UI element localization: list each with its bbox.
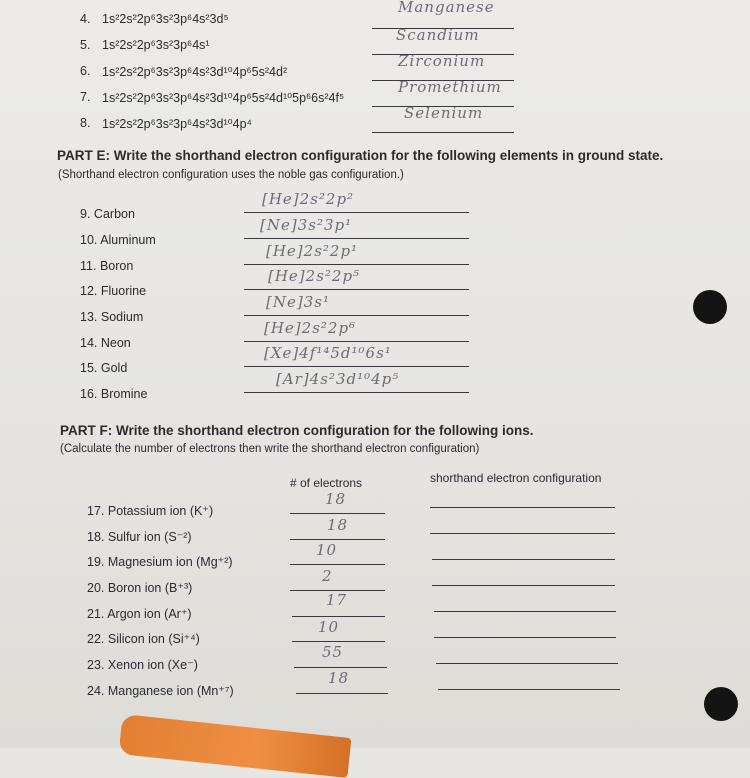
answer-line [244,315,469,316]
item-number: 12. [80,284,98,298]
part-e-heading: PART E: Write the shorthand electron configuration for the following elements in ground state. [57,148,664,163]
electrons-line [296,693,388,694]
electrons-line [290,539,385,540]
configuration-text: 1s²2s²2p⁶3s²3p⁶4s²3d⁵ [102,12,229,26]
list-item [87,683,234,698]
electrons-line [294,667,387,668]
item-number: 18. [87,530,105,544]
configuration-line [430,507,615,508]
ion-name: Argon ion (Ar⁺) [107,607,192,621]
configuration-line [438,689,620,690]
ion-name: Manganese ion (Mn⁺⁷) [107,684,234,698]
answer-line [244,366,469,367]
handwritten-answer: [He]2s²2p⁵ [268,267,361,285]
element-name: Sodium [100,310,144,324]
list-item [87,631,200,646]
list-item [80,284,146,298]
handwritten-answer: [Xe]4f¹⁴5d¹⁰6s¹ [264,344,392,362]
list-item [80,310,143,324]
answer-line [244,264,469,265]
item-number: 10. [80,233,98,247]
item-number: 16. [80,387,98,401]
handwritten-answer: Manganese [398,0,495,16]
binder-hole [704,687,738,721]
part-e-subheading: (Shorthand electron configuration uses the noble gas configuration.) [58,169,404,181]
item-number: 15. [80,361,98,375]
list-item [87,529,192,544]
ion-name: Boron ion (B⁺³) [107,581,193,595]
answer-line [244,238,469,239]
handwritten-answer: [Ne]3s¹ [266,293,330,311]
item-number: 11. [80,259,97,273]
configuration-text: 1s²2s²2p⁶3s²3p⁶4s²3d¹⁰4p⁴ [102,117,252,131]
handwritten-electrons: 18 [325,490,347,508]
item-number: 22. [87,632,105,646]
handwritten-answer: [Ne]3s²3p¹ [260,216,353,234]
element-name: Bromine [100,387,148,401]
element-name: Boron [99,259,134,273]
item-number: 4. [80,12,91,26]
configuration-text: 1s²2s²2p⁶3s²3p⁶4s¹ [102,38,210,52]
item-number: 21. [87,607,105,621]
handwritten-answer: Zirconium [398,52,486,70]
element-name: Gold [100,361,128,375]
configuration-line [434,611,616,612]
electrons-line [292,616,385,617]
answer-line [244,341,469,342]
handwritten-electrons: 18 [328,669,350,687]
item-number: 9. [80,207,91,221]
handwritten-electrons: 17 [326,591,348,609]
list-item [80,259,133,273]
item-number: 23. [87,658,105,672]
handwritten-electrons: 2 [322,567,333,585]
handwritten-answer: [He]2s²2p¹ [266,242,359,260]
list-item [80,233,156,247]
element-name: Aluminum [100,233,156,247]
part-f-subheading: (Calculate the number of electrons then write the shorthand electron configuration) [60,443,480,455]
answer-line [244,212,469,213]
list-item [80,387,147,401]
answer-line [372,132,514,133]
list-item [87,657,198,672]
item-number: 13. [80,310,98,324]
part-f-heading: PART F: Write the shorthand electron configuration for the following ions. [60,423,534,438]
element-name: Neon [100,336,131,350]
element-name: Fluorine [100,284,147,298]
handwritten-electrons: 18 [327,516,349,534]
electrons-line [292,641,385,642]
item-number: 19. [87,555,105,569]
electrons-column-header: # of electrons [290,476,363,490]
handwritten-answer: Scandium [396,26,480,44]
item-number: 14. [80,336,98,350]
pencil [119,714,352,778]
ion-name: Magnesium ion (Mg⁺²) [107,555,233,569]
ion-name: Xenon ion (Xe⁻) [107,658,198,672]
handwritten-electrons: 10 [316,541,338,559]
configuration-text: 1s²2s²2p⁶3s²3p⁶4s²3d¹⁰4p⁶5s²4d¹⁰5p⁶6s²4f⁵ [102,91,345,105]
configuration-line [432,585,615,586]
list-item [87,606,192,621]
item-number: 5. [80,38,91,52]
list-item [87,580,192,595]
handwritten-answer: Promethium [398,78,502,96]
list-item [80,361,127,375]
ion-name: Potassium ion (K⁺) [107,504,214,518]
configuration-line [436,663,618,664]
item-number: 17. [87,504,105,518]
list-item [80,207,135,221]
answer-line [244,392,469,393]
handwritten-answer: [He]2s²2p² [262,190,355,208]
list-item [87,503,213,518]
element-name: Carbon [93,207,135,221]
configuration-text: 1s²2s²2p⁶3s²3p⁶4s²3d¹⁰4p⁶5s²4d² [102,65,288,79]
configuration-column-header: shorthand electron configuration [430,471,602,485]
ion-name: Sulfur ion (S⁻²) [107,530,192,544]
electrons-line [290,513,385,514]
answer-line [244,289,469,290]
handwritten-electrons: 55 [322,643,344,661]
handwritten-electrons: 10 [318,618,340,636]
list-item [80,336,131,350]
electrons-line [290,564,385,565]
list-item [87,554,233,569]
item-number: 24. [87,684,105,698]
configuration-line [432,559,615,560]
ion-name: Silicon ion (Si⁺⁴) [107,632,200,646]
configuration-line [434,637,616,638]
item-number: 8. [80,116,91,130]
configuration-line [430,533,615,534]
item-number: 20. [87,581,105,595]
handwritten-answer: [Ar]4s²3d¹⁰4p⁵ [276,370,400,388]
handwritten-answer: [He]2s²2p⁶ [264,319,357,337]
handwritten-answer: Selenium [404,104,484,122]
item-number: 6. [80,64,91,78]
item-number: 7. [80,90,91,104]
binder-hole [693,290,727,324]
